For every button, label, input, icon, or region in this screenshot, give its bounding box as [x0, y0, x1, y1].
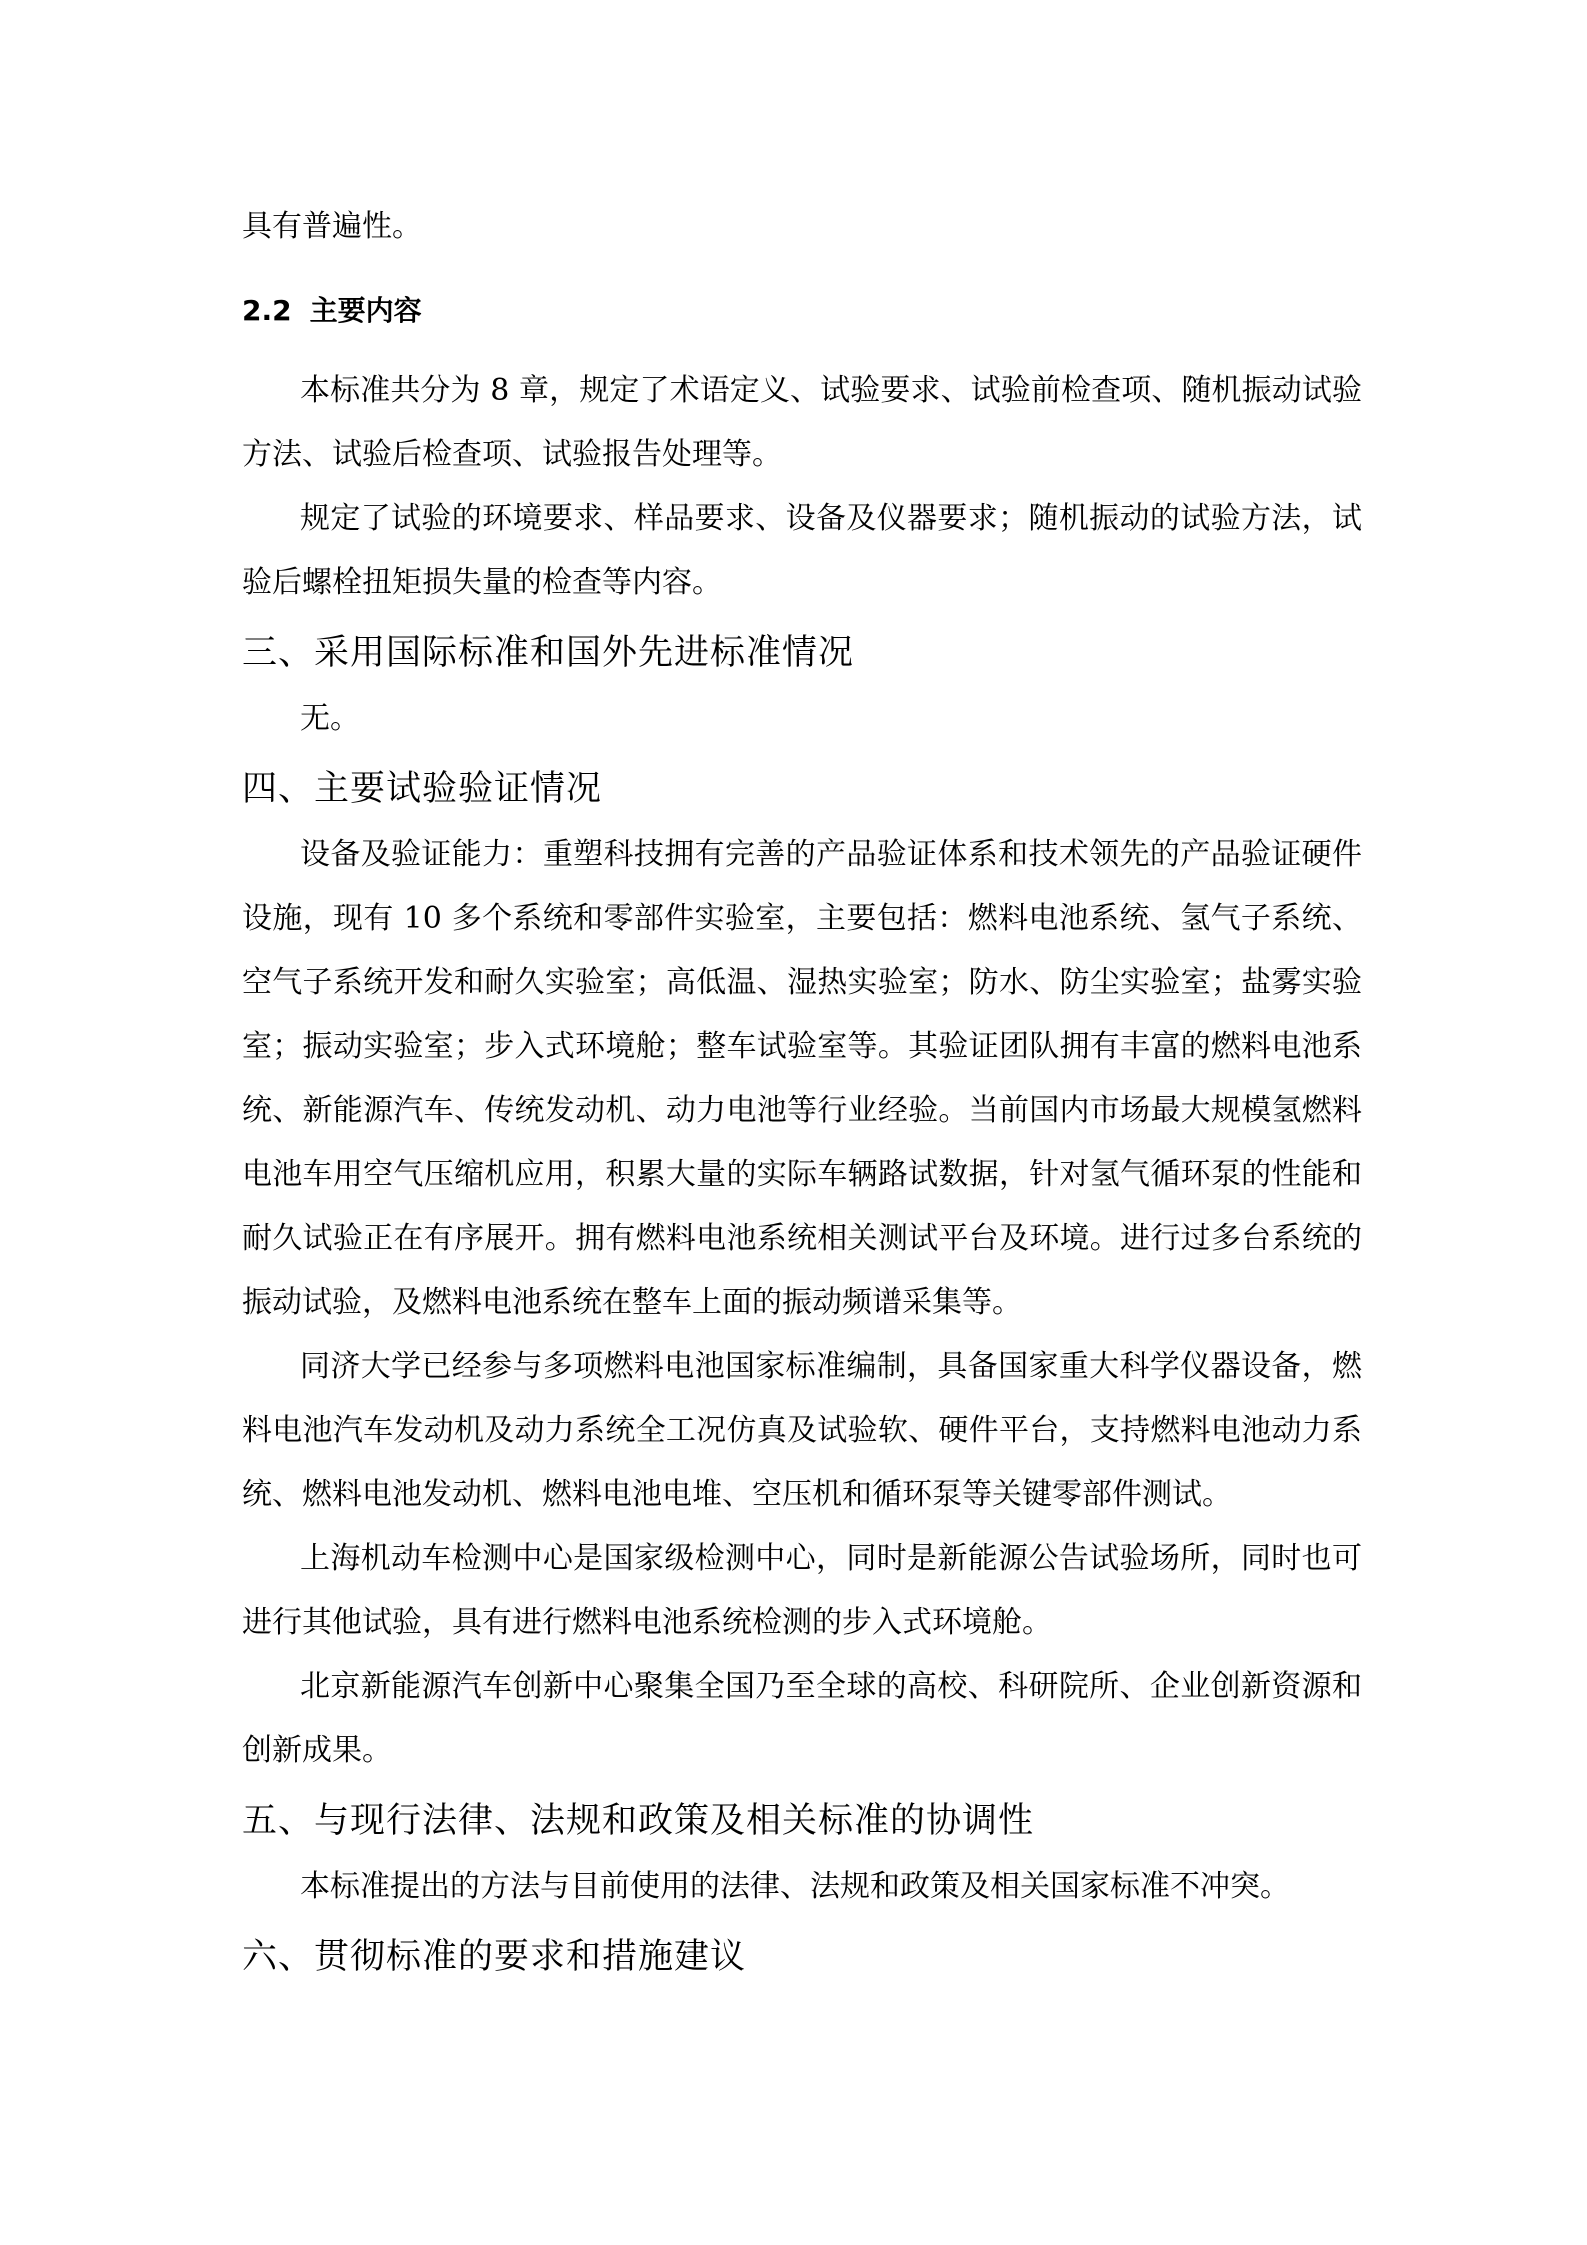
section-4-paragraph-2: 同济大学已经参与多项燃料电池国家标准编制，具备国家重大科学仪器设备，燃料电池汽车发动机及动力系统全工况仿真及试验软、硬件平台，支持燃料电池动力系统、燃料电池发动机、燃料电池电堆、空压机和循环泵等关键零部件测试。 — [242, 1349, 1362, 1512]
section-4-paragraph-1: 设备及验证能力：重塑科技拥有完善的产品验证体系和技术领先的产品验证硬件设施，现有 10 多个系统和零部件实验室，主要包括：燃料电池系统、氢气子系统、空气子系统开发和耐久实验室；高低温、湿热实验室；防水、防尘实验室；盐雾实验室；振动实验室；步入式环境舱；整车试验室等。其验证团队拥有丰富的燃料电池系统、新能源汽车、传统发动机、动力电池等行业经验。当前国内市场最大规模氢燃料电池车用空气压缩机应用，积累大量的实际车辆路试数据，针对氢气循环泵的性能和耐久试验正在有序展开。拥有燃料电池系统相关测试平台及环境。进行过多台系统的振动试验，及燃料电池系统在整车上面的振动频谱采集等。 — [242, 837, 1362, 1320]
section-3-heading: 三、采用国际标准和国外先进标准情况 — [242, 633, 855, 673]
document-body — [242, 195, 1362, 1991]
section-2-2-paragraph-2: 规定了试验的环境要求、样品要求、设备及仪器要求；随机振动的试验方法，试验后螺栓扭矩损失量的检查等内容。 — [242, 501, 1362, 600]
section-2-2-title: 主要内容 — [309, 294, 422, 327]
section-4-paragraph-4: 北京新能源汽车创新中心聚集全国乃至全球的高校、科研院所、企业创新资源和创新成果。 — [242, 1669, 1362, 1768]
section-3-paragraph-1: 无。 — [300, 701, 360, 736]
section-5-heading: 五、与现行法律、法规和政策及相关标准的协调性 — [242, 1801, 1035, 1841]
intro-tail-paragraph: 具有普遍性。 — [242, 209, 422, 244]
section-4-heading: 四、主要试验验证情况 — [242, 769, 603, 809]
section-4-paragraph-3: 上海机动车检测中心是国家级检测中心，同时是新能源公告试验场所，同时也可进行其他试验，具有进行燃料电池系统检测的步入式环境舱。 — [242, 1541, 1362, 1640]
section-2-2-number: 2.2 — [242, 294, 292, 327]
section-2-2-heading — [242, 291, 1362, 331]
section-6-heading: 六、贯彻标准的要求和措施建议 — [242, 1937, 747, 1977]
section-5-paragraph-1: 本标准提出的方法与目前使用的法律、法规和政策及相关国家标准不冲突。 — [300, 1869, 1290, 1904]
section-2-2-paragraph-1: 本标准共分为 8 章，规定了术语定义、试验要求、试验前检查项、随机振动试验方法、试验后检查项、试验报告处理等。 — [242, 373, 1362, 472]
